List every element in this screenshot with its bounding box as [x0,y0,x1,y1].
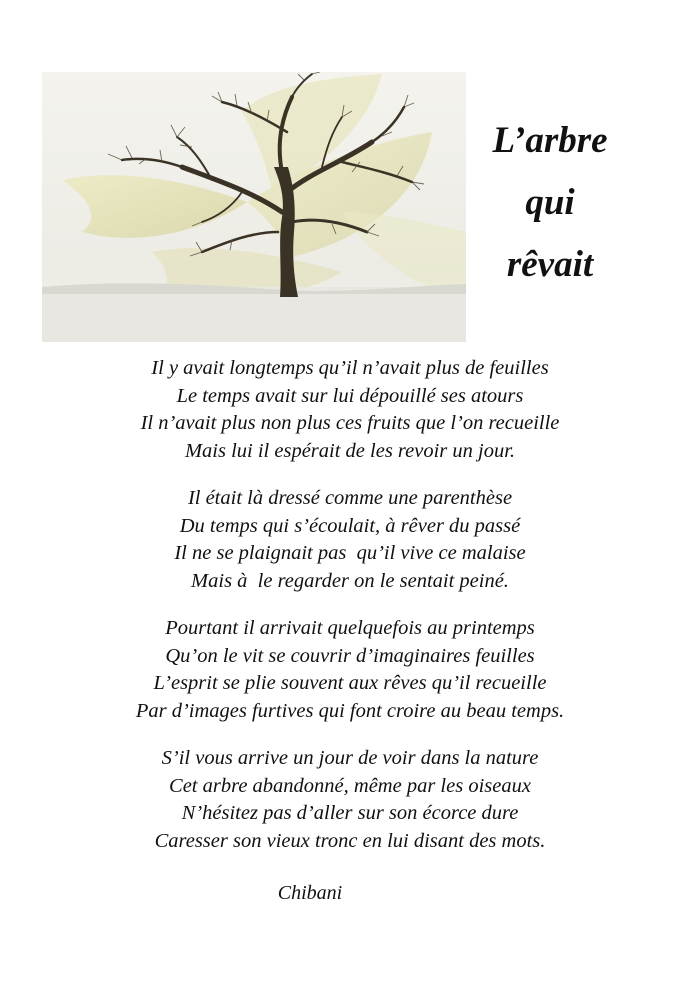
title-line: qui [525,182,575,223]
verse-line: Qu’on le vit se couvrir d’imaginaires feuilles [165,644,535,667]
title-line: L’arbre [492,120,608,161]
verse-line: N’hésitez pas d’aller sur son écorce dure [181,802,519,824]
verse-line: Le temps avait sur lui dépouillé ses atours [176,384,524,407]
verse-line: Il ne se plaignait pas qu’il vive ce malaise [174,542,526,564]
verse-line: Cet arbre abandonné, même par les oiseaux [169,774,531,797]
stanza-4 [0,745,700,855]
verse-line: Mais lui il espérait de les revoir un jour. [184,439,516,462]
stanza-3 [0,615,700,725]
verse-line: Il n’avait plus non plus ces fruits que l’on recueille [140,412,560,434]
author-signature: Chibani [277,882,343,904]
title-line: rêvait [506,244,594,285]
verse-line: Il y avait longtemps qu’il n’avait plus de feuilles [151,357,549,379]
poem-body [0,355,700,875]
verse-line: Mais à le regarder on le sentait peiné. [191,569,509,592]
verse-line: Pourtant il arrivait quelquefois au printemps [165,617,535,639]
stanza-2 [0,485,700,595]
verse-line: L’esprit se plie souvent aux rêves qu’il recueille [153,672,547,694]
bare-tree-with-leaves-icon [42,72,466,342]
verse-line: S’il vous arrive un jour de voir dans la nature [161,747,539,769]
poem-title [466,110,634,296]
tree-illustration [42,72,466,342]
verse-line: Du temps qui s’écoulait, à rêver du passé [179,514,521,537]
stanza-1 [0,355,700,465]
verse-line: Il était là dressé comme une parenthèse [187,487,513,509]
verse-line: Par d’images furtives qui font croire au beau temps. [135,699,565,722]
verse-line: Caresser son vieux tronc en lui disant des mots. [154,829,546,852]
